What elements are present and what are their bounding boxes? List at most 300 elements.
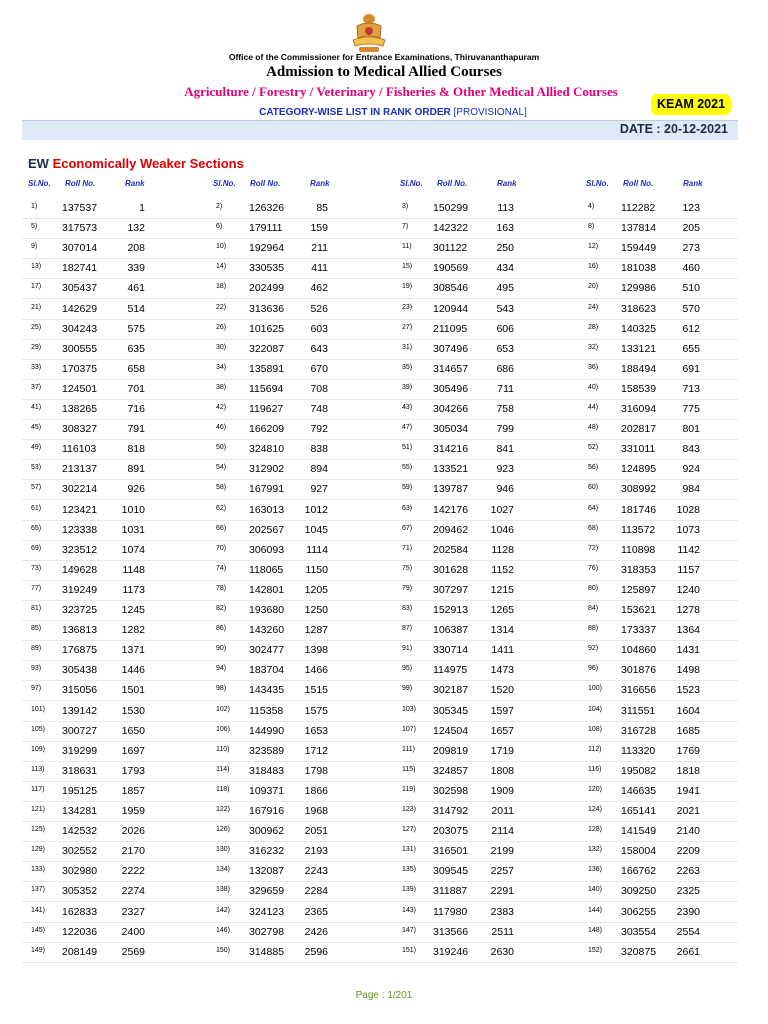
rank-value: 1073 xyxy=(676,523,700,536)
rank-value: 923 xyxy=(496,463,514,476)
roll-number: 163013 xyxy=(249,503,285,516)
rank-value: 701 xyxy=(127,382,145,395)
rank-value: 1520 xyxy=(490,684,514,697)
roll-number: 173337 xyxy=(621,624,657,637)
serial-number: 59) xyxy=(402,484,413,492)
rank-value: 926 xyxy=(127,483,145,496)
page-title: Admission to Medical Allied Courses xyxy=(266,64,502,80)
serial-number: 33) xyxy=(31,363,42,371)
rank-value: 1 xyxy=(139,202,145,214)
serial-number: 34) xyxy=(216,363,227,371)
serial-number: 115) xyxy=(402,765,416,773)
roll-number: 314885 xyxy=(249,945,285,958)
serial-number: 9) xyxy=(31,243,38,251)
rank-value: 208 xyxy=(127,242,145,255)
serial-number: 55) xyxy=(402,464,413,472)
serial-number: 4) xyxy=(588,203,595,210)
rank-value: 514 xyxy=(127,302,145,315)
rank-value: 612 xyxy=(682,322,700,335)
rank-value: 1278 xyxy=(676,604,700,616)
serial-number: 29) xyxy=(31,343,42,351)
column-header-sl-2: Sl.No. xyxy=(213,179,236,188)
roll-number: 316728 xyxy=(621,724,657,737)
table-row xyxy=(22,580,738,601)
table-row xyxy=(22,540,738,561)
roll-number: 129986 xyxy=(621,282,657,295)
serial-number: 111) xyxy=(402,745,415,753)
table-row xyxy=(22,821,738,842)
roll-number: 119627 xyxy=(249,403,284,415)
table-row xyxy=(22,761,738,782)
rank-value: 2511 xyxy=(491,925,514,938)
category-tag: [PROVISIONAL] xyxy=(453,107,527,118)
rank-value: 1719 xyxy=(490,744,514,757)
roll-number: 307014 xyxy=(62,242,98,255)
rank-value: 713 xyxy=(682,382,700,395)
serial-number: 38) xyxy=(216,383,227,391)
serial-number: 140) xyxy=(588,886,603,894)
serial-number: 106) xyxy=(216,725,231,733)
rank-value: 891 xyxy=(127,463,145,476)
roll-number: 141549 xyxy=(621,825,657,838)
rank-value: 1012 xyxy=(304,503,328,516)
serial-number: 131) xyxy=(402,846,417,854)
rank-value: 159 xyxy=(310,222,328,235)
roll-number: 209819 xyxy=(433,744,469,757)
serial-number: 110) xyxy=(216,745,230,753)
serial-number: 89) xyxy=(31,645,42,653)
serial-number: 130) xyxy=(216,846,231,854)
rank-value: 691 xyxy=(682,362,700,375)
serial-number: 62) xyxy=(216,504,227,512)
rank-value: 1501 xyxy=(121,684,145,697)
column-header-sl-3: Sl.No. xyxy=(400,179,423,188)
serial-number: 5) xyxy=(31,223,38,231)
rank-value: 1152 xyxy=(491,563,514,576)
serial-number: 99) xyxy=(402,685,413,693)
serial-number: 84) xyxy=(588,605,599,612)
serial-number: 146) xyxy=(216,926,231,934)
serial-number: 125) xyxy=(31,826,46,834)
roll-number: 320875 xyxy=(621,945,657,958)
serial-number: 15) xyxy=(402,263,413,271)
serial-number: 61) xyxy=(31,504,42,512)
rank-value: 495 xyxy=(496,282,514,295)
roll-number: 309250 xyxy=(621,885,657,898)
serial-number: 45) xyxy=(31,424,42,432)
table-row xyxy=(22,520,738,541)
rank-value: 984 xyxy=(682,483,700,496)
serial-number: 73) xyxy=(31,564,42,572)
rank-value: 748 xyxy=(310,403,328,415)
roll-number: 323725 xyxy=(62,604,98,616)
roll-number: 306093 xyxy=(249,543,285,556)
rank-value: 1597 xyxy=(490,704,514,717)
rank-value: 2243 xyxy=(304,865,328,878)
roll-number: 106387 xyxy=(433,624,469,637)
roll-number: 158539 xyxy=(621,382,657,395)
roll-number: 304243 xyxy=(62,322,98,335)
rank-value: 2661 xyxy=(676,945,700,958)
rank-value: 123 xyxy=(682,202,700,214)
serial-number: 31) xyxy=(402,343,413,351)
roll-number: 115694 xyxy=(249,382,284,395)
roll-number: 139787 xyxy=(433,483,469,496)
rank-value: 1431 xyxy=(676,644,700,657)
rank-value: 1028 xyxy=(676,503,700,516)
serial-number: 108) xyxy=(588,725,603,733)
serial-number: 133) xyxy=(31,866,46,874)
serial-number: 72) xyxy=(588,544,599,552)
serial-number: 102) xyxy=(216,705,231,713)
rank-value: 927 xyxy=(310,483,328,496)
rank-value: 894 xyxy=(310,463,328,476)
roll-number: 144990 xyxy=(249,724,285,737)
section-heading xyxy=(28,156,244,171)
rank-value: 2596 xyxy=(304,945,328,958)
serial-number: 3) xyxy=(402,203,409,210)
rank-value: 434 xyxy=(496,262,514,275)
roll-number: 202567 xyxy=(249,523,285,536)
rank-value: 643 xyxy=(310,342,328,355)
serial-number: 139) xyxy=(402,886,417,894)
roll-number: 133121 xyxy=(621,342,657,355)
rank-value: 2026 xyxy=(121,825,145,838)
roll-number: 308992 xyxy=(621,483,657,496)
rank-value: 1968 xyxy=(304,805,328,817)
rank-value: 2400 xyxy=(121,925,145,938)
roll-number: 192964 xyxy=(249,242,285,255)
rank-value: 1866 xyxy=(304,784,328,797)
table-row xyxy=(22,801,738,822)
rank-value: 1240 xyxy=(676,583,700,596)
roll-number: 323589 xyxy=(249,744,285,757)
serial-number: 20) xyxy=(588,283,599,291)
roll-number: 112282 xyxy=(621,202,656,214)
serial-number: 81) xyxy=(31,605,42,612)
serial-number: 16) xyxy=(588,263,599,271)
rank-value: 2426 xyxy=(304,925,328,938)
table-row xyxy=(22,439,738,460)
roll-number: 313636 xyxy=(249,302,285,315)
roll-number: 302214 xyxy=(62,483,98,496)
table-row xyxy=(22,399,738,420)
roll-number: 124895 xyxy=(621,463,657,476)
serial-number: 78) xyxy=(216,584,227,592)
rank-value: 1371 xyxy=(121,644,145,657)
roll-number: 150299 xyxy=(433,202,469,214)
serial-number: 48) xyxy=(588,424,599,432)
office-name: Office of the Commissioner for Entrance Examinations, Thiruvananthapuram xyxy=(228,52,540,62)
rank-value: 2630 xyxy=(490,945,514,958)
rank-value: 1314 xyxy=(490,624,514,637)
page-number: Page : 1/201 xyxy=(355,990,413,1001)
roll-number: 305496 xyxy=(433,382,469,395)
roll-number: 120944 xyxy=(433,302,469,315)
rank-value: 924 xyxy=(682,463,700,476)
rank-value: 1411 xyxy=(491,644,514,657)
column-header-roll-3: Roll No. xyxy=(437,179,468,188)
rank-value: 653 xyxy=(496,342,514,355)
rank-value: 670 xyxy=(310,362,328,375)
roll-number: 303554 xyxy=(621,925,657,938)
roll-number: 195125 xyxy=(62,784,98,797)
rank-value: 1798 xyxy=(304,764,328,777)
roll-number: 135891 xyxy=(249,362,285,375)
serial-number: 126) xyxy=(216,826,231,834)
rank-value: 2114 xyxy=(491,825,514,838)
serial-number: 40) xyxy=(588,383,599,391)
serial-number: 96) xyxy=(588,665,599,673)
serial-number: 63) xyxy=(402,504,413,512)
serial-number: 66) xyxy=(216,524,227,532)
serial-number: 18) xyxy=(216,283,227,291)
serial-number: 57) xyxy=(31,484,42,492)
roll-number: 301876 xyxy=(621,664,657,677)
table-row xyxy=(22,299,738,320)
serial-number: 24) xyxy=(588,303,599,311)
table-row xyxy=(22,942,738,963)
table-row xyxy=(22,218,738,239)
serial-number: 137) xyxy=(31,886,46,894)
roll-number: 137814 xyxy=(621,222,657,235)
rank-value: 711 xyxy=(497,382,514,395)
serial-number: 67) xyxy=(402,524,413,532)
roll-number: 158004 xyxy=(621,845,657,858)
roll-number: 126326 xyxy=(249,202,285,214)
table-row xyxy=(22,419,738,440)
roll-number: 104860 xyxy=(621,644,657,657)
serial-number: 58) xyxy=(216,484,227,492)
rank-value: 2263 xyxy=(676,865,700,878)
table-row xyxy=(22,640,738,661)
serial-number: 105) xyxy=(31,725,46,733)
roll-number: 109371 xyxy=(249,784,285,797)
rank-value: 1959 xyxy=(121,805,145,817)
roll-number: 318483 xyxy=(249,764,285,777)
roll-number: 307496 xyxy=(433,342,469,355)
column-header-rank-3: Rank xyxy=(497,179,517,188)
rank-value: 603 xyxy=(310,322,328,335)
roll-number: 319299 xyxy=(62,744,98,757)
roll-number: 304266 xyxy=(433,403,469,415)
roll-number: 330714 xyxy=(433,644,469,657)
rank-value: 2274 xyxy=(121,885,145,898)
roll-number: 305352 xyxy=(62,885,98,898)
serial-number: 68) xyxy=(588,524,599,532)
rank-value: 606 xyxy=(496,322,514,335)
roll-number: 202584 xyxy=(433,543,469,556)
rank-value: 792 xyxy=(310,423,328,436)
roll-number: 142801 xyxy=(249,583,285,596)
column-header-rank-2: Rank xyxy=(310,179,330,188)
rank-value: 775 xyxy=(682,403,700,415)
roll-number: 308327 xyxy=(62,423,98,436)
serial-number: 42) xyxy=(216,404,227,411)
roll-number: 318353 xyxy=(621,563,657,576)
roll-number: 181038 xyxy=(621,262,657,275)
rank-value: 1364 xyxy=(676,624,700,637)
rank-value: 1046 xyxy=(490,523,514,536)
rank-value: 2140 xyxy=(676,825,700,838)
roll-number: 203075 xyxy=(433,825,469,838)
serial-number: 2) xyxy=(216,203,223,210)
roll-number: 301122 xyxy=(433,242,468,255)
serial-number: 90) xyxy=(216,645,227,653)
serial-number: 138) xyxy=(216,886,231,894)
roll-number: 300962 xyxy=(249,825,285,838)
roll-number: 182741 xyxy=(62,262,98,275)
rank-value: 1265 xyxy=(490,604,514,616)
serial-number: 132) xyxy=(588,846,603,854)
rank-value: 838 xyxy=(310,443,328,456)
serial-number: 118) xyxy=(216,785,230,793)
roll-number: 302477 xyxy=(249,644,285,657)
table-row xyxy=(22,500,738,521)
column-header-roll-2: Roll No. xyxy=(250,179,281,188)
rank-value: 1657 xyxy=(490,724,514,737)
serial-number: 86) xyxy=(216,625,227,633)
serial-number: 46) xyxy=(216,424,227,432)
roll-number: 101625 xyxy=(249,322,285,335)
serial-number: 77) xyxy=(31,584,42,592)
column-header-rank-4: Rank xyxy=(683,179,703,188)
roll-number: 302980 xyxy=(62,865,98,878)
serial-number: 22) xyxy=(216,303,227,311)
roll-number: 143435 xyxy=(249,684,285,697)
rank-value: 1027 xyxy=(490,503,514,516)
roll-number: 142176 xyxy=(433,503,469,516)
rank-value: 2199 xyxy=(490,845,514,858)
serial-number: 112) xyxy=(588,745,602,753)
serial-number: 136) xyxy=(588,866,603,874)
rank-value: 1697 xyxy=(121,744,145,757)
rank-value: 1010 xyxy=(121,503,145,516)
roll-number: 193680 xyxy=(249,604,285,616)
roll-number: 302598 xyxy=(433,784,469,797)
serial-number: 10) xyxy=(216,243,227,251)
roll-number: 315056 xyxy=(62,684,98,697)
rank-value: 1818 xyxy=(676,764,700,777)
roll-number: 322087 xyxy=(249,342,285,355)
serial-number: 76) xyxy=(588,564,599,572)
table-row xyxy=(22,479,738,500)
roll-number: 300727 xyxy=(62,724,98,737)
roll-number: 113572 xyxy=(621,523,656,536)
rank-value: 250 xyxy=(496,242,514,255)
serial-number: 149) xyxy=(31,946,46,954)
serial-number: 56) xyxy=(588,464,599,472)
serial-number: 36) xyxy=(588,363,599,371)
serial-number: 103) xyxy=(402,705,417,713)
roll-number: 302552 xyxy=(62,845,98,858)
rank-value: 1857 xyxy=(121,784,145,797)
list-date: DATE : 20-12-2021 xyxy=(619,122,728,136)
rank-value: 2170 xyxy=(121,845,145,858)
column-header-sl-4: Sl.No. xyxy=(586,179,609,188)
roll-number: 124504 xyxy=(433,724,469,737)
serial-number: 6) xyxy=(216,223,223,231)
roll-number: 123338 xyxy=(62,523,98,536)
roll-number: 316656 xyxy=(621,684,657,697)
rank-value: 1604 xyxy=(676,704,700,717)
rank-value: 1769 xyxy=(676,744,700,757)
rank-value: 1045 xyxy=(304,523,328,536)
serial-number: 19) xyxy=(402,283,413,291)
roll-number: 176875 xyxy=(62,644,98,657)
serial-number: 101) xyxy=(31,705,46,713)
serial-number: 12) xyxy=(588,243,599,251)
roll-number: 170375 xyxy=(62,362,98,375)
rank-value: 510 xyxy=(682,282,700,295)
roll-number: 307297 xyxy=(433,583,469,596)
rank-value: 339 xyxy=(127,262,145,275)
roll-number: 318631 xyxy=(62,764,98,777)
serial-number: 94) xyxy=(216,665,227,673)
rank-value: 1031 xyxy=(121,523,145,536)
roll-number: 117980 xyxy=(433,905,468,918)
serial-number: 7) xyxy=(402,223,409,231)
roll-number: 211095 xyxy=(433,322,468,335)
table-row xyxy=(22,198,738,219)
table-row xyxy=(22,781,738,802)
roll-number: 302798 xyxy=(249,925,285,938)
table-row xyxy=(22,660,738,681)
rank-value: 1142 xyxy=(677,543,700,556)
serial-number: 43) xyxy=(402,404,413,411)
roll-number: 149628 xyxy=(62,563,98,576)
serial-number: 100) xyxy=(588,685,603,693)
roll-number: 316501 xyxy=(433,845,469,858)
rank-value: 2222 xyxy=(121,865,145,878)
serial-number: 151) xyxy=(402,946,417,954)
roll-number: 132087 xyxy=(249,865,285,878)
serial-number: 124) xyxy=(588,806,603,813)
roll-number: 159449 xyxy=(621,242,657,255)
roll-number: 316094 xyxy=(621,403,657,415)
rank-value: 1282 xyxy=(121,624,145,637)
serial-number: 93) xyxy=(31,665,42,673)
table-row xyxy=(22,379,738,400)
roll-number: 319249 xyxy=(62,583,98,596)
page-subtitle: Agriculture / Forestry / Veterinary / Fisheries & Other Medical Allied Courses xyxy=(184,84,618,99)
roll-number: 167991 xyxy=(249,483,285,496)
table-row xyxy=(22,319,738,340)
roll-number: 208149 xyxy=(62,945,98,958)
serial-number: 74) xyxy=(216,564,227,572)
table-row xyxy=(22,701,738,722)
roll-number: 324123 xyxy=(249,905,285,918)
roll-number: 113320 xyxy=(621,744,656,757)
roll-number: 324857 xyxy=(433,764,469,777)
serial-number: 135) xyxy=(402,866,417,874)
serial-number: 83) xyxy=(402,605,413,612)
serial-number: 127) xyxy=(402,826,417,834)
rank-value: 708 xyxy=(310,382,328,395)
rank-value: 1215 xyxy=(490,583,514,596)
roll-number: 114975 xyxy=(433,664,468,677)
rank-value: 2193 xyxy=(304,845,328,858)
rank-value: 2325 xyxy=(676,885,700,898)
roll-number: 139142 xyxy=(62,704,98,717)
table-row xyxy=(22,902,738,923)
roll-number: 309545 xyxy=(433,865,469,878)
rank-value: 2209 xyxy=(676,845,700,858)
rank-value: 1909 xyxy=(490,784,514,797)
category-main: CATEGORY-WISE LIST IN RANK ORDER xyxy=(259,107,451,118)
serial-number: 129) xyxy=(31,846,46,854)
rank-value: 1398 xyxy=(304,644,328,657)
